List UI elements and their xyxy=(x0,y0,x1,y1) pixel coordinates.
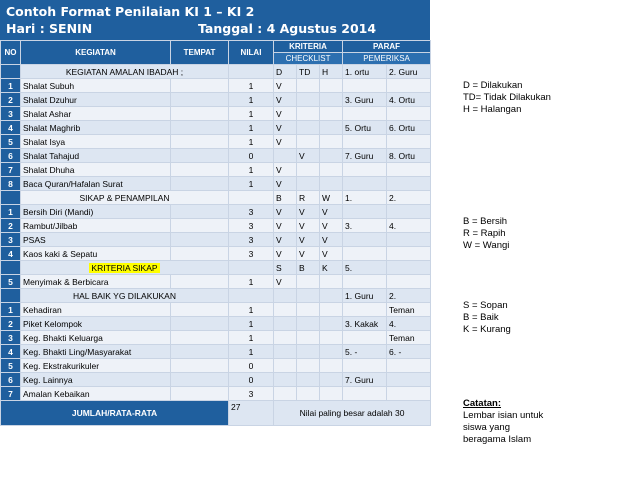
criteria-2 xyxy=(297,387,320,401)
row-number: 5 xyxy=(1,135,21,149)
criteria-1: V xyxy=(274,177,297,191)
date-label: Tanggal : 4 Agustus 2014 xyxy=(198,21,377,36)
row-number: 5 xyxy=(1,359,21,373)
section-row xyxy=(1,261,431,275)
criteria-3: K xyxy=(320,261,343,275)
paraf-2: 2. xyxy=(387,289,431,303)
table-row xyxy=(1,345,431,359)
row-number: 2 xyxy=(1,93,21,107)
row-number: 4 xyxy=(1,247,21,261)
paraf-1 xyxy=(343,275,387,289)
paraf-2: 8. Ortu xyxy=(387,149,431,163)
paraf-1: 1. ortu xyxy=(343,65,387,79)
place-cell xyxy=(171,359,229,373)
score-cell xyxy=(229,261,274,275)
criteria-2 xyxy=(297,345,320,359)
criteria-2: R xyxy=(297,191,320,205)
paraf-1: 7. Guru xyxy=(343,149,387,163)
header-no: NO xyxy=(1,41,21,65)
legend-item: W = Wangi xyxy=(463,240,510,251)
score-cell: 1 xyxy=(229,163,274,177)
criteria-1: V xyxy=(274,135,297,149)
score-cell: 3 xyxy=(229,387,274,401)
criteria-2 xyxy=(297,331,320,345)
score-cell: 1 xyxy=(229,345,274,359)
table-row xyxy=(1,317,431,331)
score-cell: 1 xyxy=(229,177,274,191)
row-number: 8 xyxy=(1,177,21,191)
header-tempat: TEMPAT xyxy=(171,41,229,65)
criteria-3 xyxy=(320,289,343,303)
place-cell xyxy=(171,247,229,261)
score-cell: 1 xyxy=(229,317,274,331)
place-cell xyxy=(171,303,229,317)
criteria-1: V xyxy=(274,247,297,261)
table-row xyxy=(1,373,431,387)
header-pemeriksa: PEMERIKSA xyxy=(343,53,431,65)
legend-item: D = Dilakukan xyxy=(463,80,523,91)
row-number: 1 xyxy=(1,79,21,93)
score-cell: 1 xyxy=(229,79,274,93)
criteria-3 xyxy=(320,93,343,107)
criteria-1 xyxy=(274,303,297,317)
criteria-1: V xyxy=(274,79,297,93)
criteria-1 xyxy=(274,149,297,163)
criteria-3: H xyxy=(320,65,343,79)
score-cell xyxy=(229,191,274,205)
header-paraf: PARAF xyxy=(343,41,431,53)
legend-sikap xyxy=(463,300,511,336)
table-row xyxy=(1,233,431,247)
criteria-3: V xyxy=(320,205,343,219)
place-cell xyxy=(171,233,229,247)
score-cell: 0 xyxy=(229,373,274,387)
row-number: 6 xyxy=(1,373,21,387)
criteria-3 xyxy=(320,163,343,177)
criteria-2 xyxy=(297,275,320,289)
row-number: 3 xyxy=(1,233,21,247)
row-number: 3 xyxy=(1,107,21,121)
place-cell xyxy=(171,93,229,107)
place-cell xyxy=(171,331,229,345)
paraf-2: Teman xyxy=(387,303,431,317)
score-cell: 1 xyxy=(229,121,274,135)
legend-item: B = Baik xyxy=(463,312,499,323)
activity-name: Kehadiran xyxy=(21,303,171,317)
paraf-2: 4. xyxy=(387,219,431,233)
paraf-1 xyxy=(343,233,387,247)
place-cell xyxy=(171,149,229,163)
criteria-2: B xyxy=(297,261,320,275)
criteria-1: S xyxy=(274,261,297,275)
table-row xyxy=(1,219,431,233)
paraf-1: 3. xyxy=(343,219,387,233)
activity-name: Shalat Dzuhur xyxy=(21,93,171,107)
day-label: Hari : SENIN xyxy=(6,21,93,36)
activity-name: Keg. Bhakti Ling/Masyarakat xyxy=(21,345,171,359)
place-cell xyxy=(171,79,229,93)
section-title-text: HAL BAIK YG DILAKUKAN xyxy=(73,290,176,301)
criteria-3 xyxy=(320,359,343,373)
section-title xyxy=(21,289,229,303)
notes-line: Lembar isian untuk xyxy=(463,410,544,421)
paraf-1: 7. Guru xyxy=(343,373,387,387)
criteria-3 xyxy=(320,121,343,135)
paraf-1 xyxy=(343,135,387,149)
activity-name: Kaos kaki & Sepatu xyxy=(21,247,171,261)
legend-ibadah xyxy=(463,80,551,116)
header-nilai: NILAI xyxy=(229,41,274,65)
criteria-2: V xyxy=(297,205,320,219)
paraf-1 xyxy=(343,303,387,317)
legend-item: K = Kurang xyxy=(463,324,511,335)
paraf-1 xyxy=(343,247,387,261)
paraf-2: 4. xyxy=(387,317,431,331)
paraf-1: 1. xyxy=(343,191,387,205)
score-cell: 3 xyxy=(229,205,274,219)
criteria-2 xyxy=(297,135,320,149)
table-row xyxy=(1,163,431,177)
paraf-2: 4. Ortu xyxy=(387,93,431,107)
section-title xyxy=(21,191,229,205)
criteria-2 xyxy=(297,303,320,317)
criteria-2 xyxy=(297,317,320,331)
table-row xyxy=(1,107,431,121)
table-row xyxy=(1,135,431,149)
row-number: 6 xyxy=(1,149,21,163)
row-number: 3 xyxy=(1,331,21,345)
paraf-1 xyxy=(343,387,387,401)
paraf-2: 2. Guru xyxy=(387,65,431,79)
activity-name: Rambut/Jilbab xyxy=(21,219,171,233)
row-number: 1 xyxy=(1,303,21,317)
criteria-1 xyxy=(274,373,297,387)
header-kegiatan: KEGIATAN xyxy=(21,41,171,65)
activity-name: Amalan Kebaikan xyxy=(21,387,171,401)
criteria-3 xyxy=(320,345,343,359)
total-nilai: 27 xyxy=(229,401,274,426)
section-row xyxy=(1,191,431,205)
table-row xyxy=(1,93,431,107)
score-cell: 1 xyxy=(229,331,274,345)
criteria-3: V xyxy=(320,233,343,247)
paraf-2 xyxy=(387,163,431,177)
legend-item: H = Halangan xyxy=(463,104,522,115)
section-row xyxy=(1,65,431,79)
criteria-2: V xyxy=(297,149,320,163)
criteria-3: V xyxy=(320,219,343,233)
title-banner xyxy=(0,0,430,40)
header-kriteria: KRITERIA xyxy=(274,41,343,53)
row-number: 5 xyxy=(1,275,21,289)
paraf-2 xyxy=(387,247,431,261)
table-row xyxy=(1,303,431,317)
score-cell: 3 xyxy=(229,233,274,247)
criteria-3 xyxy=(320,177,343,191)
criteria-2: V xyxy=(297,219,320,233)
row-number: 2 xyxy=(1,317,21,331)
place-cell xyxy=(171,373,229,387)
place-cell xyxy=(171,219,229,233)
section-title xyxy=(21,261,229,275)
row-number xyxy=(1,65,21,79)
paraf-2 xyxy=(387,373,431,387)
score-cell xyxy=(229,289,274,303)
notes-line: siswa yang xyxy=(463,422,510,433)
total-label: JUMLAH/RATA-RATA xyxy=(1,401,229,426)
paraf-2: 6. - xyxy=(387,345,431,359)
criteria-2 xyxy=(297,163,320,177)
assessment-table xyxy=(0,40,431,426)
place-cell xyxy=(171,107,229,121)
paraf-1 xyxy=(343,177,387,191)
row-number: 7 xyxy=(1,163,21,177)
row-number xyxy=(1,289,21,303)
header-row xyxy=(1,41,431,53)
criteria-1: V xyxy=(274,205,297,219)
legend-item: B = Bersih xyxy=(463,216,508,227)
header-checklist: CHECKLIST xyxy=(274,53,343,65)
criteria-3 xyxy=(320,107,343,121)
section-title xyxy=(21,65,229,79)
row-number: 7 xyxy=(1,387,21,401)
criteria-3 xyxy=(320,149,343,163)
score-cell: 1 xyxy=(229,107,274,121)
criteria-3 xyxy=(320,275,343,289)
place-cell xyxy=(171,317,229,331)
criteria-1 xyxy=(274,345,297,359)
activity-name: PSAS xyxy=(21,233,171,247)
paraf-1: 5. - xyxy=(343,345,387,359)
paraf-2 xyxy=(387,177,431,191)
criteria-3 xyxy=(320,303,343,317)
section-title-text: KRITERIA SIKAP xyxy=(91,262,158,273)
paraf-2: Teman xyxy=(387,331,431,345)
score-cell: 1 xyxy=(229,93,274,107)
row-number: 4 xyxy=(1,345,21,359)
criteria-2: V xyxy=(297,247,320,261)
criteria-2 xyxy=(297,79,320,93)
criteria-2 xyxy=(297,121,320,135)
activity-name: Menyimak & Berbicara xyxy=(21,275,171,289)
notes-line: beragama Islam xyxy=(463,434,532,445)
total-note: Nilai paling besar adalah 30 xyxy=(274,401,431,426)
place-cell xyxy=(171,121,229,135)
criteria-2: V xyxy=(297,233,320,247)
legend-item: TD= Tidak Dilakukan xyxy=(463,92,551,103)
table-row xyxy=(1,275,431,289)
table-row xyxy=(1,359,431,373)
paraf-2 xyxy=(387,387,431,401)
place-cell xyxy=(171,177,229,191)
row-number: 1 xyxy=(1,205,21,219)
section-row xyxy=(1,289,431,303)
table-row xyxy=(1,177,431,191)
row-number: 2 xyxy=(1,219,21,233)
criteria-2 xyxy=(297,107,320,121)
score-cell: 0 xyxy=(229,149,274,163)
paraf-1: 3. Kakak xyxy=(343,317,387,331)
criteria-1: B xyxy=(274,191,297,205)
criteria-1: D xyxy=(274,65,297,79)
criteria-3 xyxy=(320,331,343,345)
criteria-1 xyxy=(274,359,297,373)
paraf-2: 2. xyxy=(387,191,431,205)
criteria-1 xyxy=(274,387,297,401)
table-row xyxy=(1,247,431,261)
criteria-1: V xyxy=(274,233,297,247)
section-title-text: SIKAP & PENAMPILAN xyxy=(79,192,170,203)
table-row xyxy=(1,149,431,163)
paraf-2 xyxy=(387,359,431,373)
paraf-1 xyxy=(343,205,387,219)
legend-item: S = Sopan xyxy=(463,300,508,311)
activity-name: Bersih Diri (Mandi) xyxy=(21,205,171,219)
criteria-3 xyxy=(320,79,343,93)
paraf-2 xyxy=(387,275,431,289)
criteria-1: V xyxy=(274,93,297,107)
criteria-3 xyxy=(320,387,343,401)
paraf-1: 5. Ortu xyxy=(343,121,387,135)
table-row xyxy=(1,205,431,219)
activity-name: Shalat Subuh xyxy=(21,79,171,93)
paraf-2: 6. Ortu xyxy=(387,121,431,135)
place-cell xyxy=(171,387,229,401)
paraf-1: 5. xyxy=(343,261,387,275)
paraf-1 xyxy=(343,359,387,373)
criteria-1: V xyxy=(274,107,297,121)
criteria-1: V xyxy=(274,275,297,289)
criteria-2 xyxy=(297,93,320,107)
notes-title: Catatan: xyxy=(463,398,502,409)
activity-name: Shalat Tahajud xyxy=(21,149,171,163)
criteria-1 xyxy=(274,331,297,345)
score-cell: 1 xyxy=(229,275,274,289)
table-row xyxy=(1,121,431,135)
activity-name: Keg. Bhakti Keluarga xyxy=(21,331,171,345)
paraf-2 xyxy=(387,261,431,275)
legend-item: R = Rapih xyxy=(463,228,506,239)
legend-penampilan xyxy=(463,216,509,252)
table-row xyxy=(1,79,431,93)
paraf-2 xyxy=(387,233,431,247)
paraf-1: 1. Guru xyxy=(343,289,387,303)
paraf-1 xyxy=(343,107,387,121)
table-row xyxy=(1,387,431,401)
legend-notes xyxy=(463,398,543,446)
place-cell xyxy=(171,135,229,149)
activity-name: Shalat Ashar xyxy=(21,107,171,121)
place-cell xyxy=(171,163,229,177)
table-row xyxy=(1,331,431,345)
total-row xyxy=(1,401,431,426)
score-cell: 1 xyxy=(229,135,274,149)
activity-name: Baca Quran/Hafalan Surat xyxy=(21,177,171,191)
place-cell xyxy=(171,345,229,359)
criteria-3: W xyxy=(320,191,343,205)
row-number: 4 xyxy=(1,121,21,135)
paraf-1 xyxy=(343,79,387,93)
score-cell: 0 xyxy=(229,359,274,373)
activity-name: Shalat Isya xyxy=(21,135,171,149)
criteria-2 xyxy=(297,359,320,373)
criteria-2 xyxy=(297,289,320,303)
activity-name: Keg. Ekstrakurikuler xyxy=(21,359,171,373)
section-title-text: KEGIATAN AMALAN IBADAH ; xyxy=(65,66,184,77)
paraf-2 xyxy=(387,205,431,219)
activity-name: Shalat Maghrib xyxy=(21,121,171,135)
activity-name: Shalat Dhuha xyxy=(21,163,171,177)
score-cell: 3 xyxy=(229,219,274,233)
criteria-3: V xyxy=(320,247,343,261)
criteria-3 xyxy=(320,317,343,331)
criteria-2 xyxy=(297,373,320,387)
score-cell: 3 xyxy=(229,247,274,261)
paraf-1 xyxy=(343,163,387,177)
activity-name: Keg. Lainnya xyxy=(21,373,171,387)
criteria-1: V xyxy=(274,121,297,135)
criteria-3 xyxy=(320,373,343,387)
paraf-2 xyxy=(387,135,431,149)
row-number xyxy=(1,261,21,275)
criteria-1: V xyxy=(274,163,297,177)
activity-name: Piket Kelompok xyxy=(21,317,171,331)
row-number xyxy=(1,191,21,205)
criteria-1 xyxy=(274,289,297,303)
criteria-2: TD xyxy=(297,65,320,79)
paraf-1 xyxy=(343,331,387,345)
criteria-1: V xyxy=(274,219,297,233)
place-cell xyxy=(171,275,229,289)
place-cell xyxy=(171,205,229,219)
criteria-1 xyxy=(274,317,297,331)
page-title: Contoh Format Penilaian KI 1 – KI 2 xyxy=(6,4,255,19)
paraf-2 xyxy=(387,107,431,121)
score-cell: 1 xyxy=(229,303,274,317)
score-cell xyxy=(229,65,274,79)
criteria-2 xyxy=(297,177,320,191)
paraf-1: 3. Guru xyxy=(343,93,387,107)
paraf-2 xyxy=(387,79,431,93)
criteria-3 xyxy=(320,135,343,149)
